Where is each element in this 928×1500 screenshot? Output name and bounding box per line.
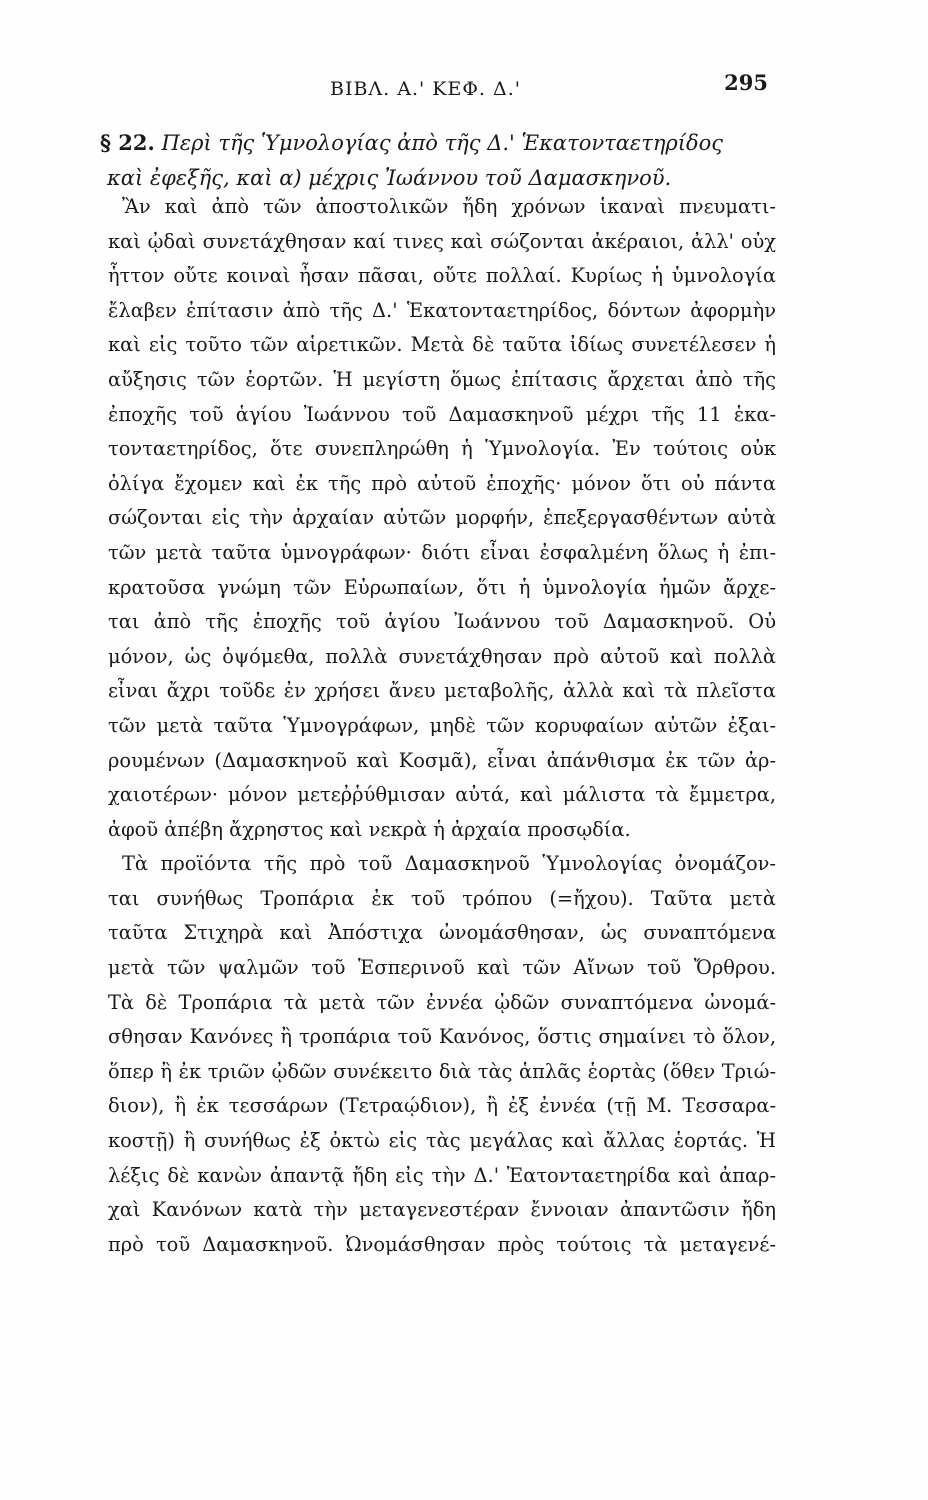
paragraph-2 [108, 847, 776, 1262]
text-line: ται ἀπὸ τῆς ἐποχῆς τοῦ ἁγίου Ἰωάννου τοῦ Δαμασκηνοῦ. Οὐ [108, 610, 776, 634]
section-title-line-2: καὶ ἐφεξῆς, καὶ α) μέχρις Ἰωάννου τοῦ Δαμασκηνοῦ. [107, 166, 672, 190]
text-line: καὶ ᾠδαὶ συνετάχθησαν καί τινες καὶ σώζονται ἀκέραιοι, ἀλλ' οὐχ [108, 229, 776, 253]
text-line: τονταετηρίδος, ὅτε συνεπληρώθη ἡ Ὑμνολογία. Ἐν τούτοις οὐκ [108, 437, 776, 461]
text-line: διον), ἢ ἐκ τεσσάρων (Τετραῴδιον), ἢ ἐξ ἐννέα (τῇ Μ. Τεσσαρα- [108, 1094, 776, 1118]
text-line: τῶν μετὰ ταῦτα Ὑμνογράφων, μηδὲ τῶν κορυφαίων αὐτῶν ἐξαι- [108, 713, 776, 737]
text-line: ταῦτα Στιχηρὰ καὶ Ἀπόστιχα ὠνομάσθησαν, ὡς συναπτόμενα [108, 921, 776, 945]
text-line: χαὶ Κανόνων κατὰ τὴν μεταγενεστέραν ἔννοιαν ἀπαντῶσιν ἤδη [108, 1198, 776, 1222]
text-line: πρὸ τοῦ Δαμασκηνοῦ. Ὠνομάσθησαν πρὸς τούτοις τὰ μεταγενέ- [108, 1232, 776, 1256]
text-line: σώζονται εἰς τὴν ἀρχαίαν αὐτῶν μορφήν, ἐπεξεργασθέντων αὐτὰ [108, 506, 776, 530]
page-number: 295 [724, 70, 768, 95]
text-line: χαιοτέρων· μόνον μετεῤῥύθμισαν αὐτά, καὶ μάλιστα τὰ ἔμμετρα, [108, 783, 776, 807]
running-header [108, 70, 768, 110]
text-line: κοστῇ) ἢ συνήθως ἐξ ὀκτὼ εἰς τὰς μεγάλας καὶ ἄλλας ἑορτάς. Ἡ [108, 1129, 776, 1153]
text-line: τῶν μετὰ ταῦτα ὑμνογράφων· διότι εἶναι ἐσφαλμένη ὅλως ἡ ἐπι- [108, 540, 776, 564]
section-title-line-1: Περὶ τῆς Ὑμνολογίας ἀπὸ τῆς Δ.' Ἑκατονταετηρίδος [161, 131, 724, 155]
paragraph-1 [108, 190, 776, 847]
section-heading [100, 125, 780, 196]
text-line: ὅπερ ἢ ἐκ τριῶν ᾠδῶν συνέκειτο διὰ τὰς ἁπλᾶς ἑορτὰς (ὅθεν Τριώ- [108, 1059, 776, 1083]
text-line: λέξις δὲ κανὼν ἀπαντᾷ ἤδη εἰς τὴν Δ.' Ἑατονταετηρίδα καὶ ἀπαρ- [108, 1163, 776, 1187]
text-line: ρουμένων (Δαμασκηνοῦ καὶ Κοσμᾶ), εἶναι ἀπάνθισμα ἐκ τῶν ἀρ- [108, 748, 776, 772]
text-line: Τὰ δὲ Τροπάρια τὰ μετὰ τῶν ἐννέα ᾠδῶν συναπτόμενα ὠνομά- [108, 990, 776, 1014]
text-line: μετὰ τῶν ψαλμῶν τοῦ Ἑσπερινοῦ καὶ τῶν Αἴνων τοῦ Ὄρθρου. [108, 956, 776, 980]
body-text [108, 190, 776, 1262]
section-number: § 22. [100, 130, 155, 155]
text-line: ἧττον οὔτε κοιναὶ ἦσαν πᾶσαι, οὔτε πολλαί. Κυρίως ἡ ὑμνολογία [108, 264, 776, 288]
text-line: μόνον, ὡς ὀψόμεθα, πολλὰ συνετάχθησαν πρὸ αὐτοῦ καὶ πολλὰ [108, 644, 776, 668]
text-line: ὀλίγα ἔχομεν καὶ ἐκ τῆς πρὸ αὐτοῦ ἐποχῆς· μόνον ὅτι οὐ πάντα [108, 471, 776, 495]
text-line: σθησαν Κανόνες ἢ τροπάρια τοῦ Κανόνος, ὅστις σημαίνει τὸ ὅλον, [108, 1025, 776, 1049]
text-line: ἔλαβεν ἐπίτασιν ἀπὸ τῆς Δ.' Ἑκατονταετηρίδος, δόντων ἀφορμὴν [108, 298, 776, 322]
text-line: εἶναι ἄχρι τοῦδε ἐν χρήσει ἄνευ μεταβολῆς, ἀλλὰ καὶ τὰ πλεῖστα [108, 679, 776, 703]
text-line: κρατοῦσα γνώμη τῶν Εὐρωπαίων, ὅτι ἡ ὑμνολογία ἡμῶν ἄρχε- [108, 575, 776, 599]
running-title: ΒΙΒΛ. Α.' ΚΕΦ. Δ.' [330, 78, 521, 100]
text-line: ται συνήθως Τροπάρια ἐκ τοῦ τρόπου (=ἤχου). Ταῦτα μετὰ [108, 886, 776, 910]
text-line: καὶ εἰς τοῦτο τῶν αἱρετικῶν. Μετὰ δὲ ταῦτα ἰδίως συνετέλεσεν ἡ [108, 333, 776, 357]
text-line: ἐποχῆς τοῦ ἁγίου Ἰωάννου τοῦ Δαμασκηνοῦ μέχρι τῆς 11 ἑκα- [108, 402, 776, 426]
text-line: Ἂν καὶ ἀπὸ τῶν ἀποστολικῶν ἤδη χρόνων ἱκαναὶ πνευματι- [122, 195, 776, 218]
text-line: αὔξησις τῶν ἑορτῶν. Ἡ μεγίστη ὅμως ἐπίτασις ἄρχεται ἀπὸ τῆς [108, 367, 776, 391]
text-line: Τὰ προϊόντα τῆς πρὸ τοῦ Δαμασκηνοῦ Ὑμνολογίας ὀνομάζον- [122, 852, 776, 876]
text-line: ἀφοῦ ἀπέβη ἄχρηστος καὶ νεκρὰ ἡ ἀρχαία προσῳδία. [108, 817, 631, 841]
